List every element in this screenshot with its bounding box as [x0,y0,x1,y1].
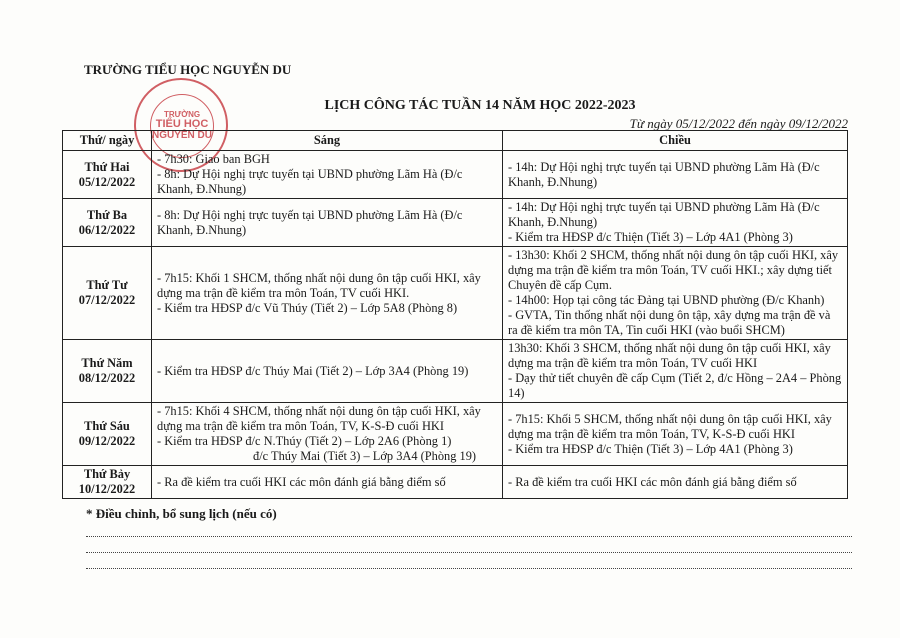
morning-item: - 8h: Dự Hội nghị trực tuyến tại UBND phường Lãm Hà (Đ/c Khanh, Đ.Nhung) [157,207,463,237]
header-afternoon: Chiều [503,131,848,151]
table-header-row [63,131,848,151]
morning-item: - Ra đề kiểm tra cuối HKI các môn đánh giá bằng điểm số [157,474,446,489]
morning-cell [152,403,503,466]
morning-item: - 7h15: Khối 4 SHCM, thống nhất nội dung ôn tập cuối HKI, xây dựng ma trận đề kiểm tra môn Toán, TV, K-S-Đ cuối HKI [157,404,481,433]
day-cell [63,151,152,199]
dotted-line-1 [86,536,852,537]
dotted-line-3 [86,568,852,569]
morning-item: - Kiểm tra HĐSP đ/c N.Thúy (Tiết 2) – Lớp 2A6 (Phòng 1) [157,434,452,448]
day-name: Thứ Bảy [83,467,131,481]
header-morning: Sáng [152,131,503,151]
morning-cell [152,247,503,340]
stamp-line-2: TIỂU HỌC [155,118,209,131]
schedule-title: LỊCH CÔNG TÁC TUẦN 14 NĂM HỌC 2022-2023 [324,98,636,113]
day-date: 08/12/2022 [78,371,136,385]
afternoon-item: 13h30: Khối 3 SHCM, thống nhất nội dung ôn tập cuối HKI, xây dựng ma trận đề kiểm tra môn Toán, TV cuối HKI [508,341,831,370]
afternoon-cell [503,247,848,340]
header-day: Thứ/ ngày [63,131,152,151]
day-name: Thứ Sáu [84,419,130,433]
afternoon-cell [503,151,848,199]
day-date: 07/12/2022 [78,293,136,307]
table-row [63,199,848,247]
afternoon-item: - 14h: Dự Hội nghị trực tuyến tại UBND phường Lãm Hà (Đ/c Khanh, Đ.Nhung) [508,159,820,189]
day-cell [63,340,152,403]
day-cell [63,403,152,466]
day-name: Thứ Hai [84,159,130,174]
day-date: 09/12/2022 [78,434,136,448]
day-cell [63,247,152,340]
afternoon-cell [503,199,848,247]
afternoon-item: - 13h30: Khối 2 SHCM, thống nhất nội dung ôn tập cuối HKI, xây dựng ma trận đề kiểm tra môn Toán, TV cuối HKI.; xây dựng tiết Chuyên đề cấp Cụm. [508,248,839,292]
table-row [63,151,848,199]
morning-cell [152,466,503,499]
morning-item: - 7h15: Khối 1 SHCM, thống nhất nội dung ôn tập cuối HKI, xây dựng ma trận đề kiểm tra môn Toán, TV cuối HKI. [157,270,481,300]
stamp-line-1: TRƯỜNG [163,109,201,119]
morning-item: - 7h30: Giao ban BGH [157,152,270,166]
day-name: Thứ Tư [86,278,128,292]
afternoon-cell [503,403,848,466]
afternoon-item: - Kiểm tra HĐSP đ/c Thiện (Tiết 3) – Lớp 4A1 (Phòng 3) [508,441,793,456]
afternoon-cell [503,466,848,499]
morning-item: - Kiểm tra HĐSP đ/c Thúy Mai (Tiết 2) – Lớp 3A4 (Phòng 19) [157,363,469,378]
day-date: 05/12/2022 [78,174,136,189]
day-cell [63,466,152,499]
morning-item: - Kiểm tra HĐSP đ/c Vũ Thúy (Tiết 2) – Lớp 5A8 (Phòng 8) [157,300,458,315]
table-row [63,247,848,340]
day-name: Thứ Năm [81,356,133,370]
day-cell [63,199,152,247]
morning-cell [152,340,503,403]
afternoon-cell [503,340,848,403]
table-row [63,403,848,466]
afternoon-item: - Dạy thử tiết chuyên đề cấp Cụm (Tiết 2, đ/c Hồng – 2A4 – Phòng 14) [508,371,842,400]
afternoon-item: - Kiểm tra HĐSP đ/c Thiện (Tiết 3) – Lớp 4A1 (Phòng 3) [508,230,793,244]
afternoon-item: - 14h: Dự Hội nghị trực tuyến tại UBND phường Lãm Hà (Đ/c Khanh, Đ.Nhung) [508,200,820,229]
morning-cell [152,151,503,199]
table-row [63,466,848,499]
morning-item-continuation: đ/c Thúy Mai (Tiết 3) – Lớp 3A4 (Phòng 19) [253,449,477,463]
afternoon-item: - GVTA, Tin thống nhất nội dung ôn tập, xây dựng ma trận đề và ra đề kiểm tra môn TA, Tin cuối HKI (vào buổi SHCM) [508,308,831,337]
dotted-line-2 [86,552,852,553]
morning-item: - 8h: Dự Hội nghị trực tuyến tại UBND phường Lãm Hà (Đ/c Khanh, Đ.Nhung) [157,167,463,196]
adjustment-note: * Điều chỉnh, bổ sung lịch (nếu có) [86,506,277,521]
afternoon-item: - 14h00: Họp tại công tác Đảng tại UBND phường (Đ/c Khanh) [508,293,825,307]
school-name: TRƯỜNG TIỂU HỌC NGUYỄN DU [84,62,292,77]
schedule-table [62,130,848,499]
morning-cell [152,199,503,247]
stamp-line-3: NGUYỄN DU [151,129,212,141]
afternoon-item: - 7h15: Khối 5 SHCM, thống nhất nội dung ôn tập cuối HKI, xây dựng ma trận đề kiểm tra môn Toán, TV, K-S-Đ cuối HKI [508,411,832,441]
date-range: Từ ngày 05/12/2022 đến ngày 09/12/2022 [629,116,848,131]
table-row [63,340,848,403]
day-date: 10/12/2022 [78,482,136,496]
day-date: 06/12/2022 [78,222,136,237]
day-name: Thứ Ba [86,207,128,222]
afternoon-item: - Ra đề kiểm tra cuối HKI các môn đánh giá bằng điểm số [508,474,797,489]
